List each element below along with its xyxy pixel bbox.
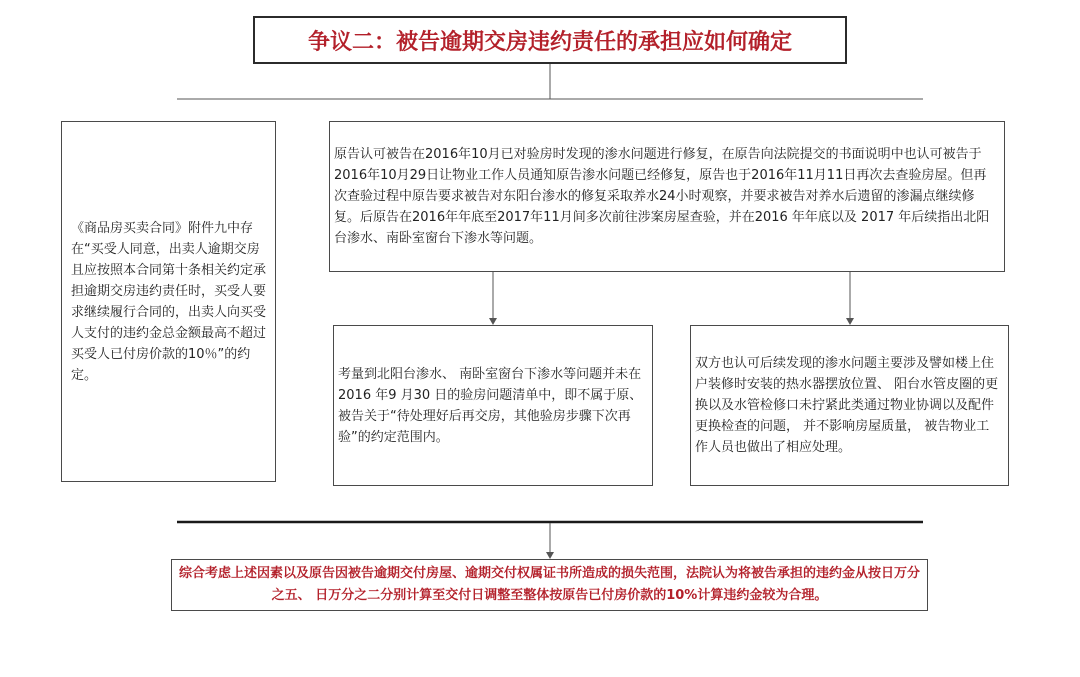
arrowhead-acknowledgment [846, 318, 854, 325]
arrowhead-conclusion [546, 552, 554, 559]
title-box [253, 16, 847, 64]
diagram-title: 争议二：被告逾期交房违约责任的承担应如何确定 [307, 29, 792, 55]
contract-clause-text: 《商品房买卖合同》附件九中存在“买受人同意，出卖人逾期交房且应按照本合同第十条相关约定承担逾期交房违约责任时，买受人要求继续履行合同的，出卖人向买受人支付的违约金总金额最高不超过买受人已付房价款的10％”的约定。 [71, 220, 267, 383]
arrowhead-consideration [489, 318, 497, 325]
facts-box [329, 121, 1005, 272]
consideration-box [333, 325, 653, 486]
mutual-acknowledgment-text: 双方也认可后续发现的渗水问题主要涉及譬如楼上住户装修时安装的热水器摆放位置、 阳台水管皮圈的更换以及水管检修口未拧紧此类通过物业协调以及配件更换检查的问题， 并不影响房屋质量， 被告物业工作人员也做出了相应处理。 [695, 356, 999, 455]
conclusion-text: 综合考虑上述因素以及原告因被告逾期交付房屋、逾期交付权属证书所造成的损失范围，法院认为将被告承担的违约金从按日万分之五、 日万分之二分别计算至交付日调整至整体按原告已付房价款的10%计算违约金较为合理。 [178, 566, 920, 603]
consideration-text: 考量到北阳台渗水、 南卧室窗台下渗水等问题并未在2016 年9 月30 日的验房问题清单中，即不属于原、被告关于“待处理好后再交房，其他验房步骤下次再验”的约定范围内。 [338, 366, 643, 445]
mutual-acknowledgment-box [690, 325, 1009, 486]
facts-text: 原告认可被告在2016年10月已对验房时发现的渗水问题进行修复，在原告向法院提交的书面说明中也认可被告于2016年10月29日让物业工作人员通知原告渗水问题已经修复，原告也于2016年11月11日再次去查验房屋。但再次查验过程中原告要求被告对东阳台渗水的修复采取养水24小时观察，并要求被告对养水后遗留的渗漏点继续修复。后原告在2016年年底至2017年11月间多次前往涉案房屋查验，并在2016 年年底以及 2017 年后续指出北阳台渗水、南卧室窗台下渗水等问题。 [334, 147, 990, 246]
conclusion-box [171, 559, 928, 611]
contract-clause-box [61, 121, 276, 482]
